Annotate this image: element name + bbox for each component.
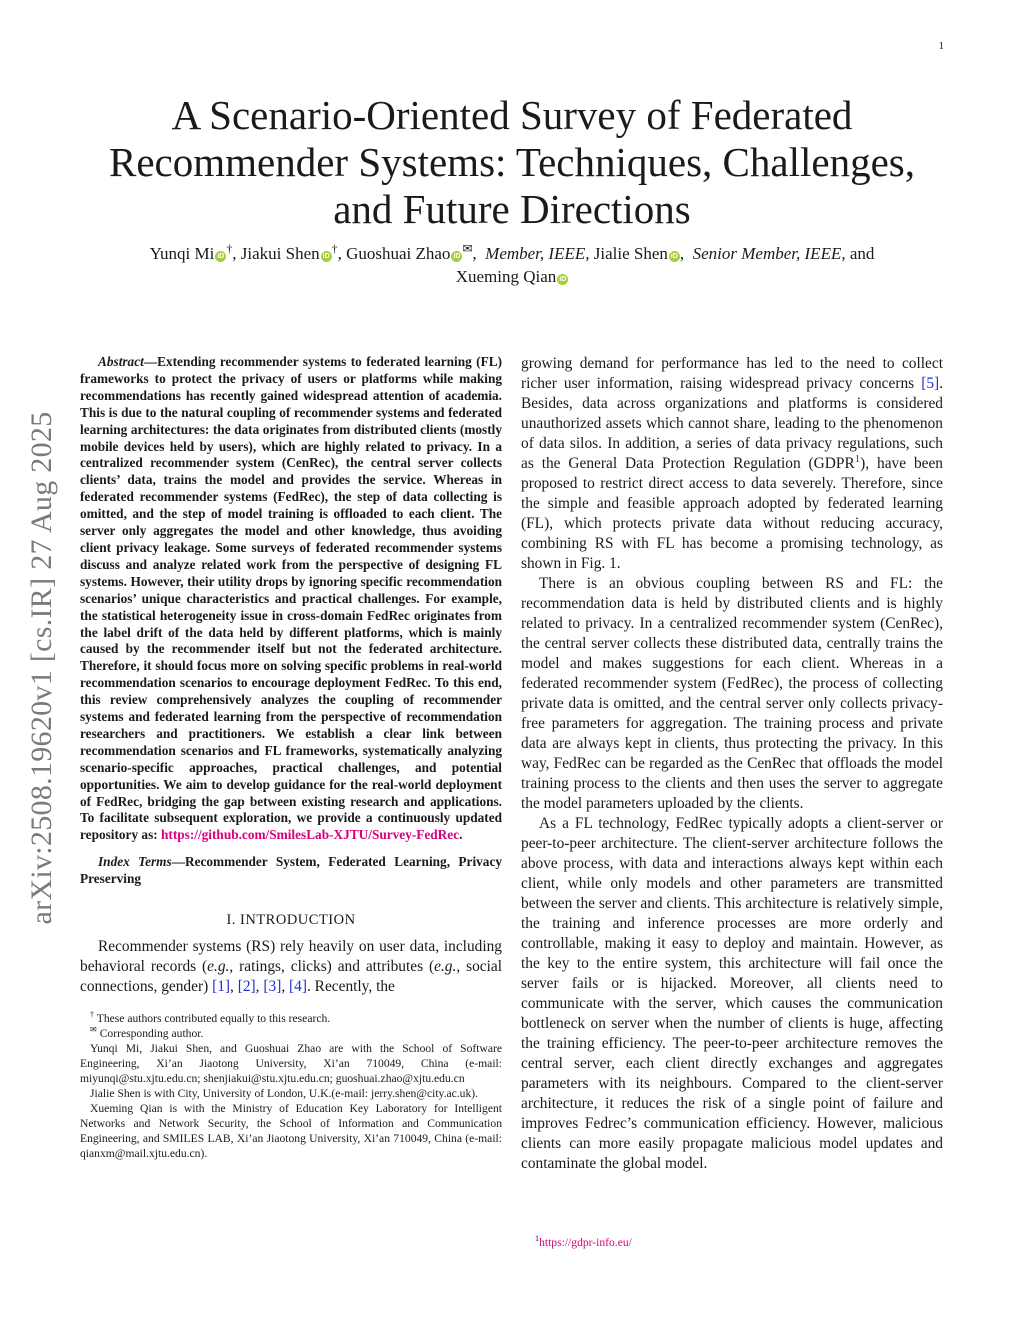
author-name: Yunqi Mi <box>149 244 215 263</box>
gdpr-link[interactable]: https://gdpr-info.eu/ <box>539 1236 632 1249</box>
right-column <box>521 354 943 1174</box>
citation-link[interactable]: [1] <box>212 978 231 996</box>
paper-title: A Scenario-Oriented Survey of Federated Recommender Systems: Techniques, Challenges, and Future Directions <box>109 92 915 232</box>
orcid-icon[interactable]: iD <box>217 253 225 260</box>
corresponding-author-mark: ✉ <box>462 241 473 256</box>
citation-link[interactable]: [3] <box>263 978 282 996</box>
abstract-text: Extending recommender systems to federated learning (FL) frameworks to protect the privacy of users or platforms while making recommendations has recently gained widespread attention of academia. This is due to the natural coupling of recommender systems and federated learning architectures: the data originates from distributed clients (mostly mobile devices held by users), which are highly related to privacy. In a centralized recommender system (CenRec), the central server collects clients’ data, trains the model and provides the service. Whereas in federated recommender systems (FedRec), the step of data collecting is omitted, and the step of model training is offloaded to each client. The server only aggregates the model and other knowledge, thus avoiding client privacy leakage. Some surveys of federated recommender systems discuss and analyze related work from the perspective of designing FL systems. However, their utility drops by ignoring specific recommendation scenarios’ unique characteristics and practical challenges. For example, the statistical heterogeneity issue in cross-domain FedRec originates from the label drift of the data held by different platforms, which is mainly caused by the recommender itself but not the federated architecture. Therefore, it should focus more on solving specific problems in real-world recommendation scenarios to encourage deployment FedRec. To this end, this review comprehensively analyzes the coupling of recommender systems and federated learning from the perspective of recommendation researchers and practitioners. We establish a clear link between recommendation scenarios and FL frameworks, systematically analyzing scenario-specific approaches, practical challenges, and potential opportunities. We aim to develop guidance for the real-world deployment of FedRec, bridging the gap between existing research and applications. To facilitate subsequent exploration, we provide a continuously updated repository as: <box>80 354 502 843</box>
author-name: Xueming Qian <box>455 267 557 286</box>
equal-contribution-mark: † <box>331 241 338 256</box>
citation-link[interactable]: [5] <box>921 375 940 392</box>
body-paragraph: There is an obvious coupling between RS and FL: the recommendation data is held by distributed clients and is highly related to privacy. In a centralized recommender system (CenRec), the central server collects these distributed data, centrally trains the model and makes suggestions for each client. Whereas in a federated recommender system (FedRec), the process of collecting private data is omitted, and the central server only collects privacy-free parameters for aggregation. The training process and private data are always kept in clients, thus protecting the privacy. In this way, FedRec can be regarded as the CenRec that offloads the model training process to the clients and then uses the server to aggregate the model parameters uploaded by the clients. <box>521 575 943 812</box>
footnote-ref[interactable]: 1 <box>854 452 861 465</box>
arxiv-stamp: arXiv:2508.19620v1 [cs.IR] 27 Aug 2025 <box>25 411 58 925</box>
author-name: Jialie Shen <box>593 244 668 263</box>
body-paragraph: As a FL technology, FedRec typically adopts a client-server or peer-to-peer architecture. The client-server architecture follows the above process, with data and interactions always kept within each client, while only models and other parameters are transmitted between the server and clients. This architecture is relatively simple, the training and inference processes are more orderly and controllable, making it easy to deploy and maintain. However, as the key to the entire system, this architecture will fail once the server fails or is hijacked. Moreover, all clients need to communicate with the server, which causes the communication bottleneck on server when the number of clients is huge, affecting the training efficiency. The peer-to-peer architecture removes the central server, each client directly exchanges and aggregates parameters with its neighbours. Compared to the client-server architecture, it reduces the risk of a single point of failure and improves Fedrec’s communication efficiency. However, malicious clients can more easily propagate malicious model updates and contaminate the global model. <box>521 815 943 1172</box>
repository-link[interactable]: https://github.com/SmilesLab-XJTU/Survey-FedRec <box>161 827 460 843</box>
equal-contribution-mark: † <box>226 241 233 256</box>
footnote: ✉ Corresponding author. <box>90 1025 204 1041</box>
author-name: Guoshuai Zhao <box>346 244 451 263</box>
author-role: Member, IEEE, <box>485 244 590 263</box>
index-terms: Index Terms—Recommender System, Federated Learning, Privacy Preserving <box>80 854 502 887</box>
orcid-icon[interactable]: iD <box>559 276 567 283</box>
footnote: Xueming Qian is with the Ministry of Education Key Laboratory for Intelligent Networks and Network Security, the School of Information and Communication Engineering, and SMILES LAB, Xi’an Jiaotong University, Xi’an 710049, China (e-mail: qianxm@mail.xjtu.edu.cn). <box>80 1102 502 1161</box>
orcid-icon[interactable]: iD <box>322 253 330 260</box>
author-conjunction: and <box>849 244 875 263</box>
citation-link[interactable]: [2] <box>237 978 256 996</box>
citation-link[interactable]: [4] <box>289 978 307 996</box>
footnotes <box>80 1011 502 1161</box>
body-paragraph: growing demand for performance has led to the need to collect richer user information, raising widespread privacy concerns [5]. Besides, data across organizations and platforms is considered unauthorized assets which cannot share, leading to the phenomenon of data silos. In addition, a series of data privacy regulations, such as the General Data Protection Regulation (GDPR$^1$), have been proposed to restrict direct access to data severely. Therefore, since the simple and feasible approach adopted by federated learning (FL), which protects private data without reducing accuracy, combining RS with FL has become a promising technology, as shown in Fig. 1. <box>521 355 943 572</box>
left-column <box>80 354 502 1161</box>
section-heading: I. INTRODUCTION <box>226 912 356 929</box>
abstract: Abstract—Extending recommender systems to federated learning (FL) frameworks to protect the privacy of users or platforms while making recommendations has recently gained widespread attention of academia. This is due to the natural coupling of recommender systems and federated learning architectures: the data originates from distributed clients (mostly mobile devices held by users), which are highly related to privacy. In a centralized recommender system (CenRec), the central server collects clients’ data, trains the model and provides the service. Whereas in federated recommender systems (FedRec), the step of data collecting is omitted, and the step of model training is offloaded to each client. The server only aggregates the model and other knowledge, thus avoiding client privacy leakage. Some surveys of federated recommender systems discuss and analyze related work from the perspective of designing FL systems. However, their utility drops by ignoring specific recommendation scenarios’ unique characteristics and practical challenges. For example, the statistical heterogeneity issue in cross-domain FedRec originates from the label drift of the data held by different platforms, which is mainly caused by the recommender itself but not the federated architecture. Therefore, it should focus more on solving specific problems in real-world recommendation scenarios to encourage deployment FedRec. To this end, this review comprehensively analyzes the coupling of recommender systems and federated learning from the perspective of recommendation researchers and practitioners. We establish a clear link between recommendation scenarios and FL frameworks, systematically analyzing scenario-specific approaches, practical challenges, and potential opportunities. We aim to develop guidance for the real-world deployment of FedRec, bridging the gap between existing research and applications. To facilitate subsequent exploration, we provide a continuously updated repository as: https://github.com/SmilesLab-XJTU/Survey-FedRec. <box>80 354 502 843</box>
abstract-lead: Abstract <box>98 354 144 369</box>
index-terms-text: Recommender System, Federated Learning, Privacy Preserving <box>80 854 502 887</box>
orcid-icon[interactable]: iD <box>670 253 678 260</box>
orcid-icon[interactable]: iD <box>453 253 461 260</box>
author-name: Jiakui Shen <box>240 244 320 263</box>
intro-paragraph: Recommender systems (RS) rely heavily on user data, including behavioral records (e.g., ratings, clicks) and attributes (e.g., social connections, gender) [1], [2], [3], [4]. Recently, the <box>80 938 502 996</box>
index-terms-lead: Index Terms <box>98 854 172 870</box>
author-list: Yunqi Mi iD†, Jiakui Shen iD†, Guoshuai Zhao iD✉, Member, IEEE, Jialie Shen iD , Senior Member, IEEE, and Xueming Qian iD <box>149 241 875 286</box>
gdpr-footnote: $^1$https://gdpr-info.eu/ <box>535 1234 632 1249</box>
page-number: 1 <box>938 40 944 52</box>
author-role: Senior Member, IEEE, <box>692 244 846 263</box>
footnote: Jialie Shen is with City, University of London, U.K.(e-mail: jerry.shen@city.ac.uk). <box>90 1087 479 1101</box>
footnote: Yunqi Mi, Jiakui Shen, and Guoshuai Zhao are with the School of Software Engineering, Xi’an Jiaotong University, Xi’an 710049, China (e-mail: miyunqi@stu.xjtu.edu.cn; shenjiakui@stu.xjtu.edu.cn; guoshuai.zhao@xjtu.edu.cn <box>80 1042 502 1086</box>
footnote: † These authors contributed equally to this research. <box>90 1010 331 1026</box>
